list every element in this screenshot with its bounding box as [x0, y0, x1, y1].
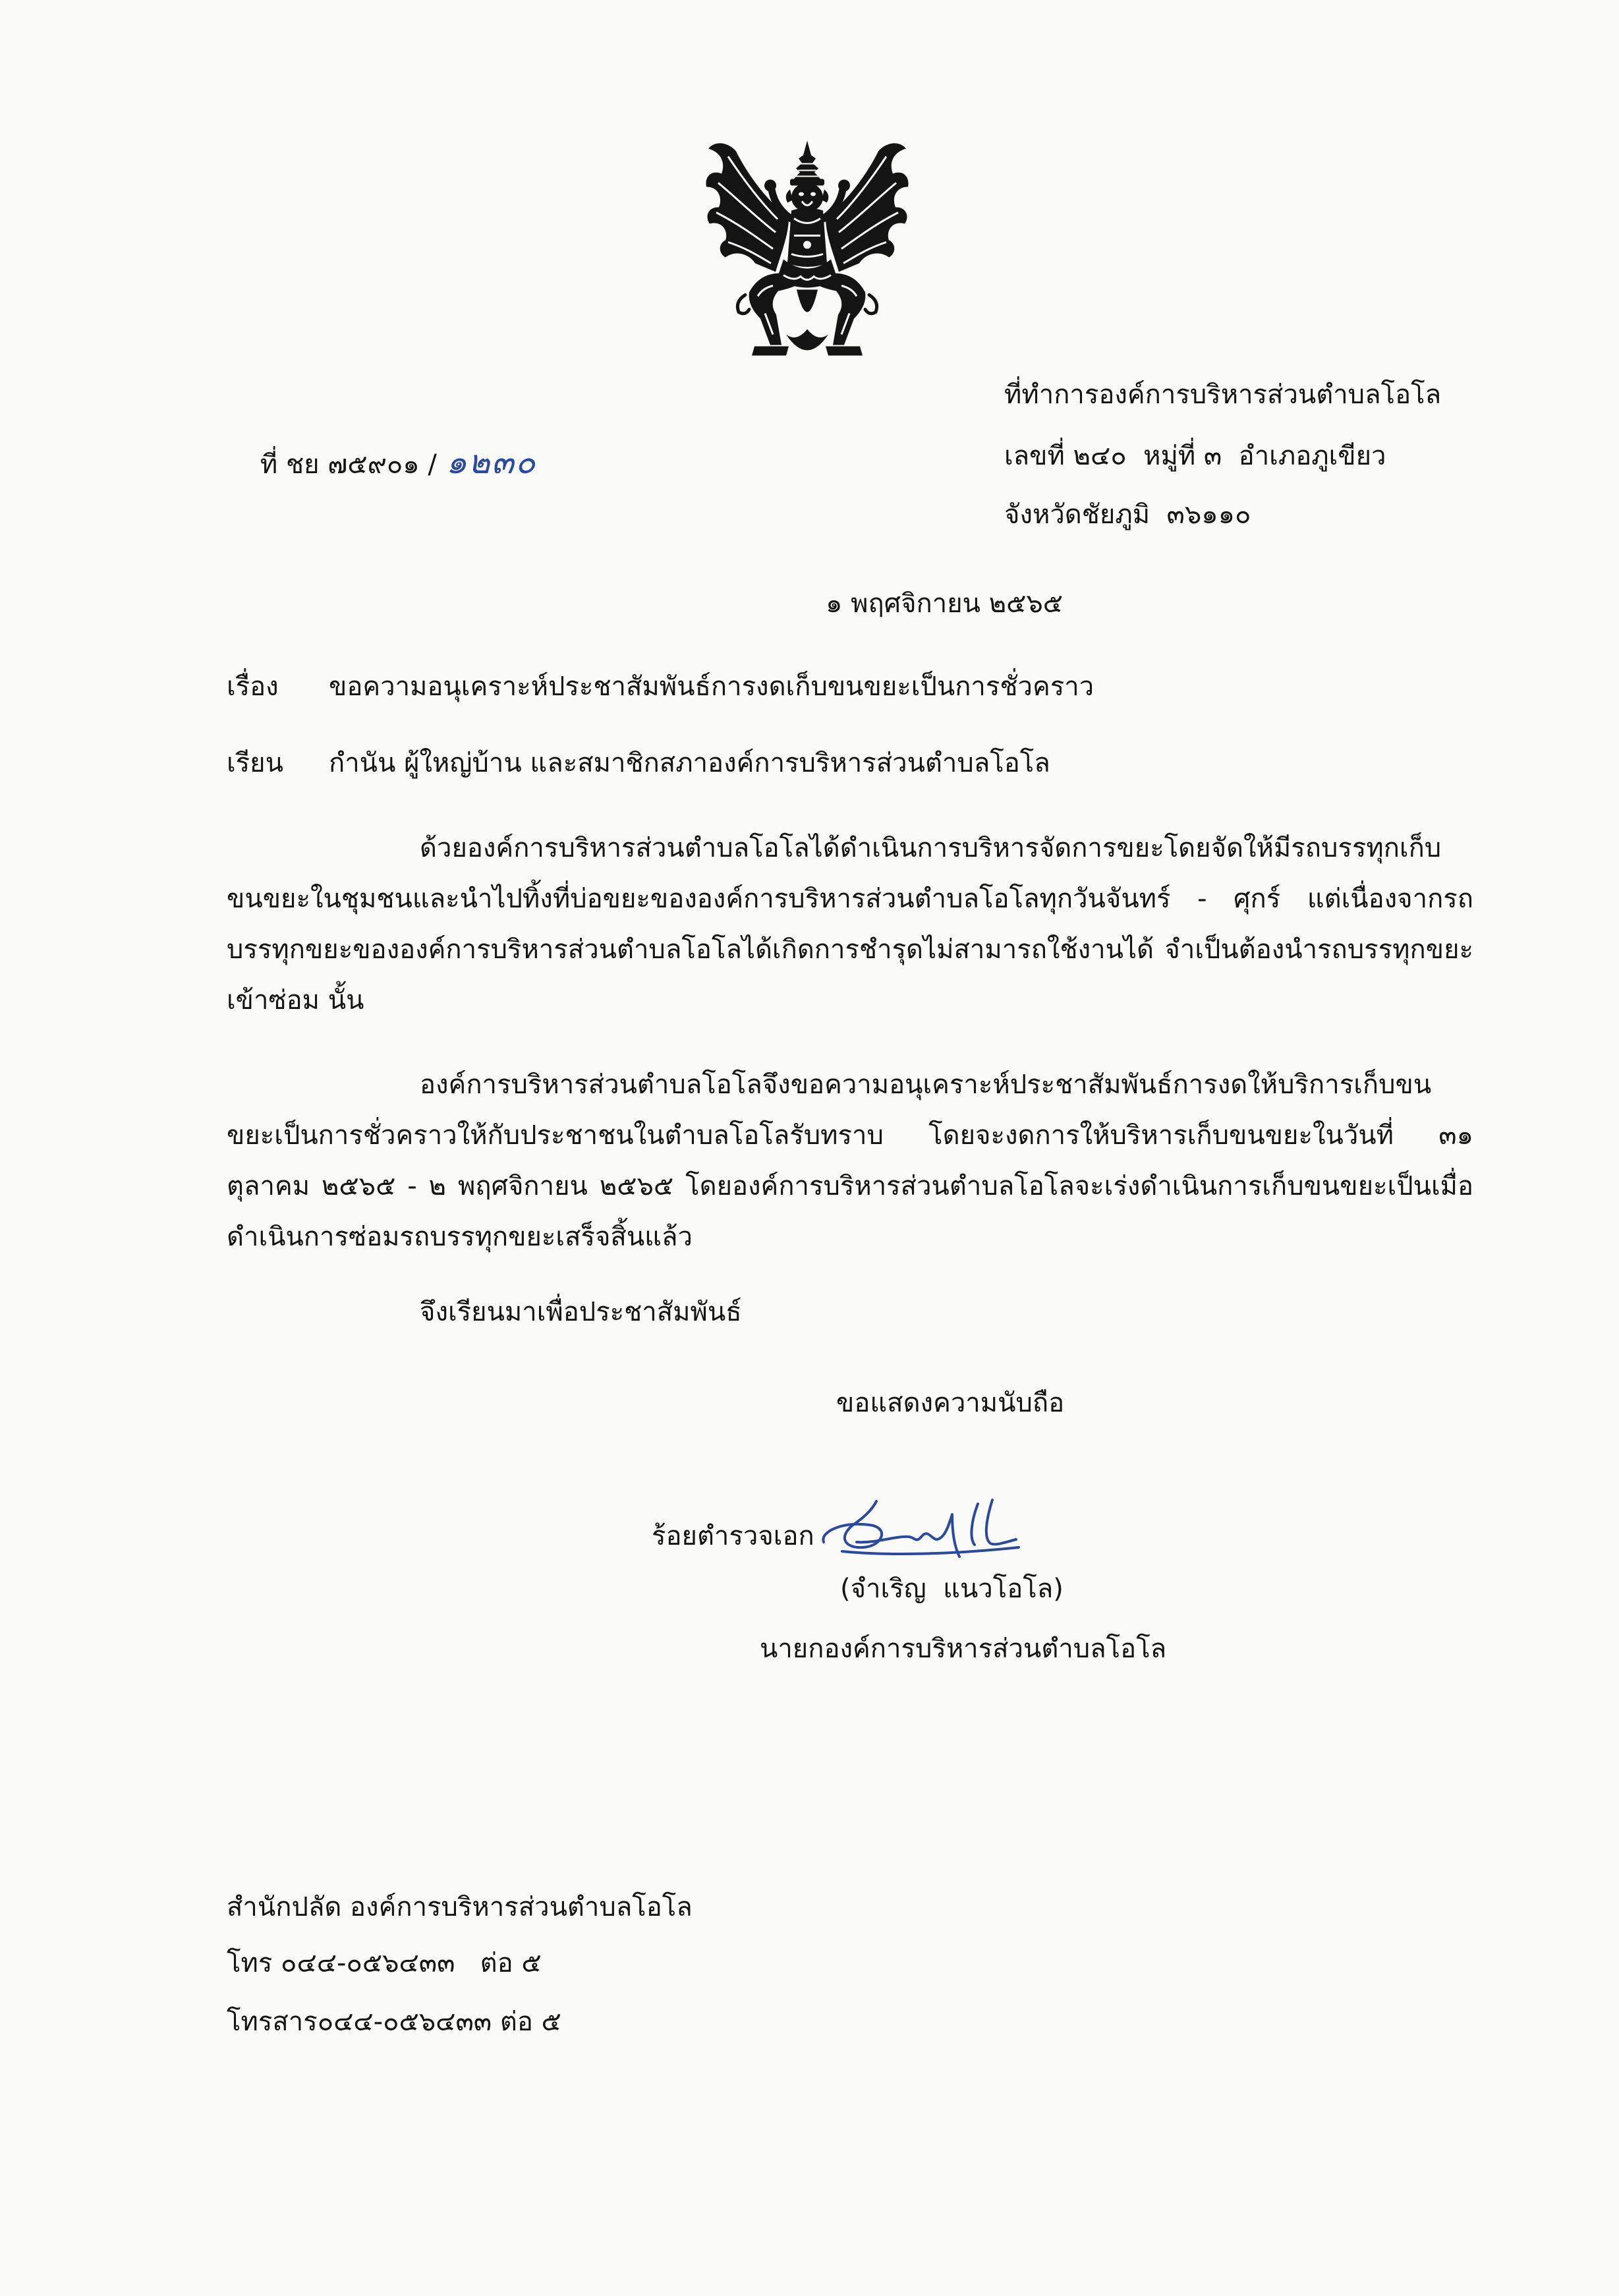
- footer-fax: โทรสาร๐๔๔-๐๕๖๔๓๓ ต่อ ๕: [227, 2007, 561, 2037]
- closing-line: จึงเรียนมาเพื่อประชาสัมพันธ์: [420, 1297, 742, 1327]
- body-paragraph-1: ด้วยองค์การบริหารส่วนตำบลโอโลได้ดำเนินการบริหารจัดการขยะโดยจัดให้มีรถบรรทุกเก็บขนขยะในชุมชนและนำไปทิ้งที่บ่อขยะขององค์การบริหารส่วนตำบลโอโลทุกวันจันทร์ - ศุกร์ แต่เนื่องจากรถบรรทุกขยะขององค์การบริหารส่วนตำบลโอโลได้เกิดการชำรุดไม่สามารถใช้งานได้ จำเป็นต้องนำรถบรรทุกขยะเข้าซ่อม นั้น: [227, 833, 1473, 1016]
- footer-office: สำนักปลัด องค์การบริหารส่วนตำบลโอโล: [227, 1892, 693, 1922]
- recipient-label: เรียน: [227, 748, 283, 778]
- handwritten-signature: [816, 1495, 1027, 1567]
- signer-name: (จำเริญ แนวโอโล): [840, 1574, 1064, 1604]
- document-number-prefix: ที่ ชย ๗๕๙๐๑ /: [260, 449, 437, 480]
- body-paragraph-2: องค์การบริหารส่วนตำบลโอโลจึงขอความอนุเคราะห์ประชาสัมพันธ์การงดให้บริการเก็บขนขยะเป็นการชั่วคราวให้กับประชาชนในตำบลโอโลรับทราบ โดยจะงดการให้บริหารเก็บขนขยะในวันที่ ๓๑ ตุลาคม ๒๕๖๕ - ๒ พฤศจิกายน ๒๕๖๕ โดยองค์การบริหารส่วนตำบลโอโลจะเร่งดำเนินการเก็บขนขยะเป็นเมื่อดำเนินการซ่อมรถบรรทุกขยะเสร็จสิ้นแล้ว: [227, 1070, 1473, 1252]
- salutation: ขอแสดงความนับถือ: [836, 1388, 1065, 1418]
- footer-phone: โทร ๐๔๔-๐๕๖๔๓๓ ต่อ ๕: [227, 1948, 542, 1978]
- subject-label: เรื่อง: [227, 672, 279, 702]
- garuda-emblem-icon: [689, 135, 926, 369]
- signer-position: นายกองค์การบริหารส่วนตำบลโอโล: [760, 1634, 1167, 1664]
- recipient-text: กำนัน ผู้ใหญ่บ้าน และสมาชิกสภาองค์การบริหารส่วนตำบลโอโล: [329, 748, 1050, 778]
- address-line-1: ที่ทำการองค์การบริหารส่วนตำบลโอโล: [1004, 380, 1442, 410]
- subject-text: ขอความอนุเคราะห์ประชาสัมพันธ์การงดเก็บขนขยะเป็นการชั่วคราว: [329, 672, 1094, 702]
- signer-rank: ร้อยตำรวจเอก: [652, 1521, 814, 1551]
- document-number: [227, 383, 537, 481]
- address-line-3: จังหวัดชัยภูมิ ๓๖๑๑๐: [1004, 500, 1251, 530]
- letter-body: [227, 823, 1473, 1338]
- address-line-2: เลขที่ ๒๔๐ หมู่ที่ ๓ อำเภอภูเขียว: [1004, 441, 1386, 471]
- document-number-handwritten: ๑๒๓๐: [445, 443, 537, 481]
- letter-date: ๑ พฤศจิกายน ๒๕๖๕: [826, 588, 1063, 619]
